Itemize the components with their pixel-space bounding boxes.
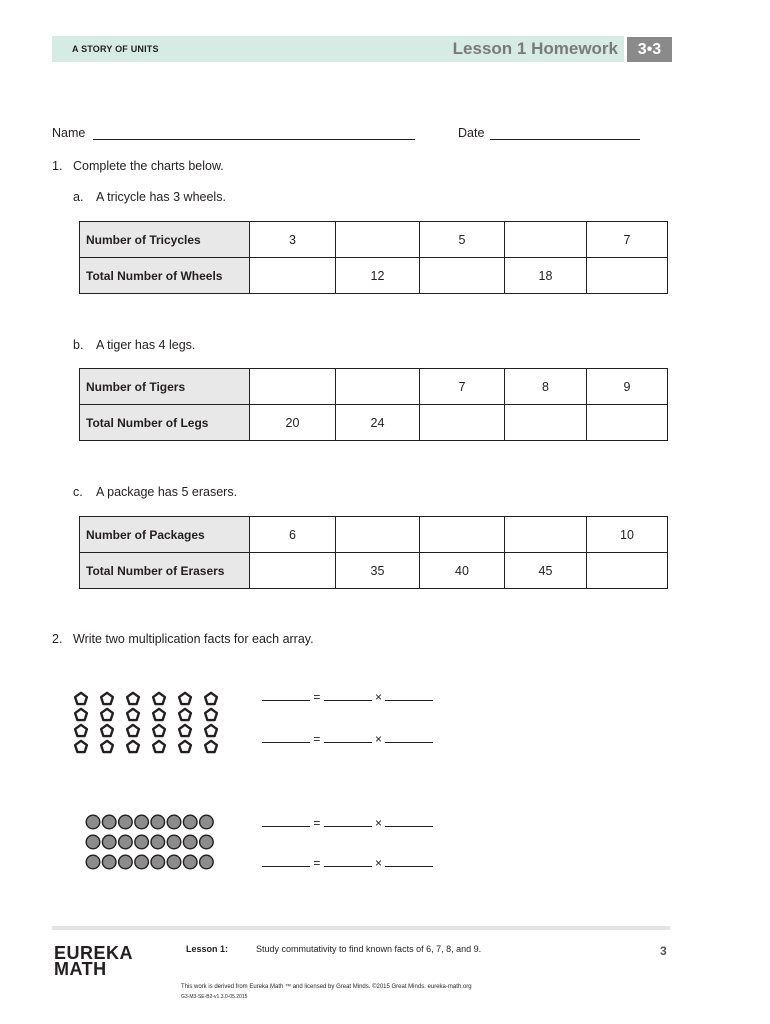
logo-line-1: EUREKA bbox=[54, 943, 134, 963]
table-cell[interactable]: 20 bbox=[250, 405, 336, 441]
grade-module-badge: 3•3 bbox=[627, 37, 672, 62]
table-cell[interactable]: 24 bbox=[336, 405, 420, 441]
pentagon-shape bbox=[101, 693, 113, 704]
table-cell[interactable]: 40 bbox=[420, 553, 505, 589]
date-label: Date bbox=[458, 126, 485, 140]
chart-tigers bbox=[79, 368, 668, 441]
table-row bbox=[80, 405, 668, 441]
table-cell[interactable] bbox=[420, 517, 505, 553]
circle-shape bbox=[135, 815, 149, 829]
circle-shape bbox=[135, 835, 149, 849]
table-cell[interactable] bbox=[250, 258, 336, 294]
table-cell[interactable] bbox=[587, 258, 668, 294]
circle-shape bbox=[183, 815, 197, 829]
eureka-math-logo bbox=[54, 945, 133, 977]
times-sign: × bbox=[375, 690, 383, 704]
part-c-text: A package has 5 erasers. bbox=[96, 485, 238, 499]
table-cell[interactable] bbox=[587, 405, 668, 441]
table-cell[interactable]: 6 bbox=[250, 517, 336, 553]
table-cell[interactable] bbox=[336, 369, 420, 405]
date-line[interactable] bbox=[490, 127, 640, 140]
date-field[interactable] bbox=[458, 126, 640, 140]
pentagon-shape bbox=[75, 741, 87, 752]
times-sign: × bbox=[375, 732, 383, 746]
circle-shape bbox=[86, 855, 100, 869]
table-cell[interactable]: 35 bbox=[336, 553, 420, 589]
answer-blank[interactable] bbox=[324, 690, 372, 701]
equals-sign: = bbox=[313, 856, 321, 870]
part-b-letter: b. bbox=[73, 338, 84, 352]
times-sign: × bbox=[375, 816, 383, 830]
circle-shape bbox=[102, 815, 116, 829]
table-cell[interactable]: 18 bbox=[505, 258, 587, 294]
pentagon-shape bbox=[127, 725, 139, 736]
name-label: Name bbox=[52, 126, 86, 140]
circle-shape bbox=[102, 835, 116, 849]
circle-shape bbox=[200, 815, 214, 829]
series-title: A STORY OF UNITS bbox=[72, 44, 159, 54]
name-field[interactable] bbox=[52, 126, 415, 140]
fact-line-4[interactable] bbox=[262, 856, 433, 870]
table-cell[interactable] bbox=[250, 553, 336, 589]
footer-rule bbox=[52, 926, 670, 930]
pentagon-shape bbox=[205, 709, 217, 720]
circle-shape bbox=[167, 815, 181, 829]
license-text: This work is derived from Eureka Math ™ and licensed by Great Minds. ©2015 Great Minds. eureka-math.org bbox=[181, 984, 472, 990]
circle-shape bbox=[151, 855, 165, 869]
answer-blank[interactable] bbox=[385, 732, 433, 743]
table-cell[interactable]: 3 bbox=[250, 222, 336, 258]
fact-line-1[interactable] bbox=[262, 690, 433, 704]
footer-lesson-description: Study commutativity to find known facts of 6, 7, 8, and 9. bbox=[256, 944, 482, 954]
table-row bbox=[80, 553, 668, 589]
chart-tricycles bbox=[79, 221, 668, 294]
problem-2-number: 2. bbox=[52, 632, 63, 646]
pentagon-shape bbox=[153, 725, 165, 736]
circle-shape bbox=[200, 835, 214, 849]
row-label: Total Number of Erasers bbox=[80, 553, 250, 589]
part-a-text: A tricycle has 3 wheels. bbox=[96, 190, 226, 204]
answer-blank[interactable] bbox=[324, 816, 372, 827]
pentagon-shape bbox=[153, 741, 165, 752]
times-sign: × bbox=[375, 856, 383, 870]
answer-blank[interactable] bbox=[262, 856, 310, 867]
row-label: Total Number of Legs bbox=[80, 405, 250, 441]
circle-shape bbox=[183, 835, 197, 849]
circle-shape bbox=[200, 855, 214, 869]
table-cell[interactable]: 12 bbox=[336, 258, 420, 294]
circle-shape bbox=[86, 835, 100, 849]
table-row bbox=[80, 517, 668, 553]
table-cell[interactable] bbox=[336, 222, 420, 258]
pentagon-shape bbox=[153, 693, 165, 704]
circle-shape bbox=[183, 855, 197, 869]
answer-blank[interactable] bbox=[385, 856, 433, 867]
logo-line-2: MATH bbox=[54, 959, 107, 979]
fact-line-2[interactable] bbox=[262, 732, 433, 746]
part-b-text: A tiger has 4 legs. bbox=[96, 338, 196, 352]
circle-shape bbox=[151, 815, 165, 829]
footer-lesson-label: Lesson 1: bbox=[186, 944, 229, 954]
problem-1-number: 1. bbox=[52, 159, 63, 173]
lesson-title: Lesson 1 Homework bbox=[452, 39, 618, 58]
name-line[interactable] bbox=[93, 127, 415, 140]
table-cell[interactable]: 7 bbox=[587, 222, 668, 258]
pentagon-shape bbox=[153, 709, 165, 720]
row-label: Number of Packages bbox=[80, 517, 250, 553]
pentagon-shape bbox=[127, 709, 139, 720]
pentagon-shape bbox=[179, 709, 191, 720]
table-row bbox=[80, 369, 668, 405]
table-row bbox=[80, 258, 668, 294]
row-label: Number of Tricycles bbox=[80, 222, 250, 258]
answer-blank[interactable] bbox=[324, 856, 372, 867]
fact-line-3[interactable] bbox=[262, 816, 433, 830]
table-cell[interactable] bbox=[587, 553, 668, 589]
table-cell[interactable]: 7 bbox=[420, 369, 505, 405]
pentagon-shape bbox=[127, 741, 139, 752]
document-code: G3-M3-SE-B2-v1.3.0-05.2015 bbox=[181, 994, 248, 1000]
table-cell[interactable] bbox=[250, 369, 336, 405]
pentagon-shape bbox=[179, 693, 191, 704]
pentagon-shape bbox=[205, 725, 217, 736]
pentagon-shape bbox=[75, 693, 87, 704]
table-cell[interactable]: 8 bbox=[505, 369, 587, 405]
part-a-letter: a. bbox=[73, 190, 84, 204]
pentagon-shape bbox=[75, 709, 87, 720]
equals-sign: = bbox=[313, 732, 321, 746]
answer-blank[interactable] bbox=[385, 816, 433, 827]
table-cell[interactable] bbox=[505, 405, 587, 441]
answer-blank[interactable] bbox=[262, 732, 310, 743]
circle-shape bbox=[102, 855, 116, 869]
problem-1-prompt: Complete the charts below. bbox=[73, 159, 224, 173]
table-cell[interactable]: 10 bbox=[587, 517, 668, 553]
circle-array bbox=[84, 812, 224, 876]
pentagon-shape bbox=[101, 741, 113, 752]
part-c-letter: c. bbox=[73, 485, 83, 499]
pentagon-shape bbox=[101, 725, 113, 736]
pentagon-shape bbox=[205, 693, 217, 704]
pentagon-shape bbox=[75, 725, 87, 736]
problem-2-prompt: Write two multiplication facts for each array. bbox=[73, 632, 314, 646]
row-label: Number of Tigers bbox=[80, 369, 250, 405]
page-number: 3 bbox=[660, 944, 667, 958]
circle-shape bbox=[119, 835, 133, 849]
answer-blank[interactable] bbox=[385, 690, 433, 701]
equals-sign: = bbox=[313, 816, 321, 830]
pentagon-shape bbox=[127, 693, 139, 704]
answer-blank[interactable] bbox=[262, 690, 310, 701]
pentagon-shape bbox=[205, 741, 217, 752]
circle-shape bbox=[167, 855, 181, 869]
pentagon-shape bbox=[101, 709, 113, 720]
equals-sign: = bbox=[313, 690, 321, 704]
pentagon-shape bbox=[179, 741, 191, 752]
table-cell[interactable] bbox=[336, 517, 420, 553]
row-label: Total Number of Wheels bbox=[80, 258, 250, 294]
circle-shape bbox=[119, 815, 133, 829]
circle-shape bbox=[119, 855, 133, 869]
answer-blank[interactable] bbox=[262, 816, 310, 827]
pentagon-shape bbox=[179, 725, 191, 736]
table-cell[interactable] bbox=[420, 405, 505, 441]
table-cell[interactable]: 45 bbox=[505, 553, 587, 589]
table-row bbox=[80, 222, 668, 258]
circle-shape bbox=[151, 835, 165, 849]
table-cell[interactable]: 9 bbox=[587, 369, 668, 405]
answer-blank[interactable] bbox=[324, 732, 372, 743]
circle-shape bbox=[86, 815, 100, 829]
circle-shape bbox=[167, 835, 181, 849]
table-cell[interactable] bbox=[505, 517, 587, 553]
circle-shape bbox=[135, 855, 149, 869]
table-cell[interactable] bbox=[420, 258, 505, 294]
table-cell[interactable] bbox=[505, 222, 587, 258]
table-cell[interactable]: 5 bbox=[420, 222, 505, 258]
pentagon-array bbox=[72, 690, 232, 756]
chart-packages bbox=[79, 516, 668, 589]
